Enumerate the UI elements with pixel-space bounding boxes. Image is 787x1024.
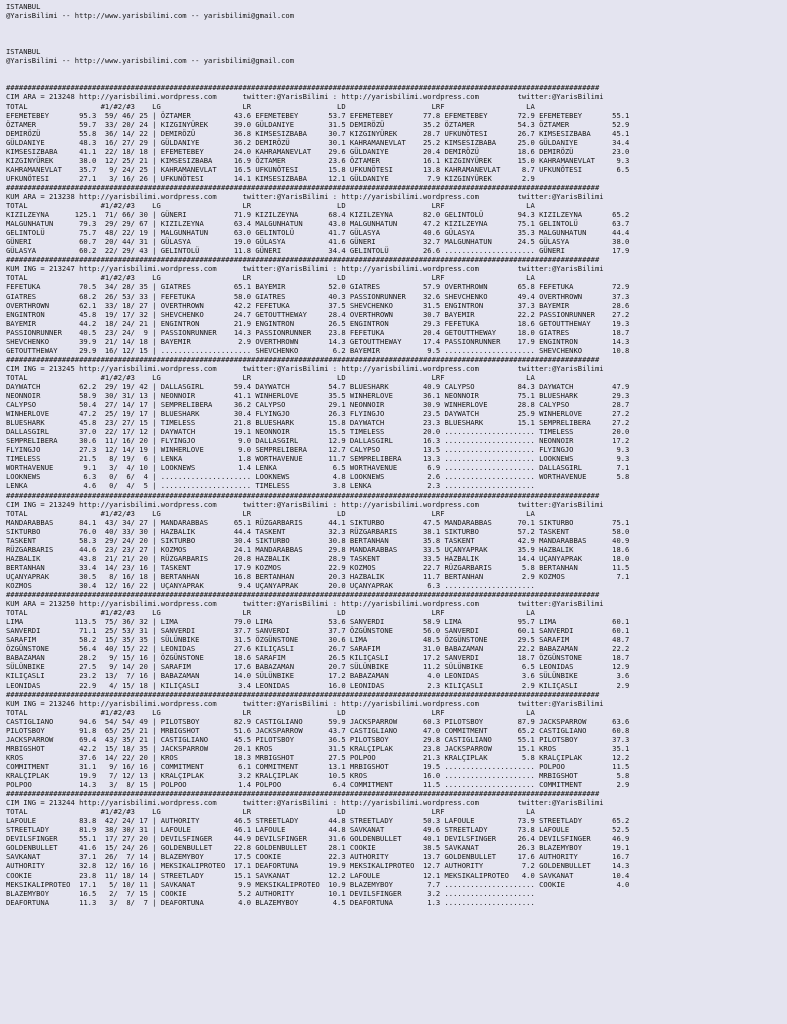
table-row: BLUESHARK 45.8 23/ 27/ 15 | TIMELESS 21.8 BLUESHARK 15.8 DAYWATCH 23.3 BLUESHARK 15.1 SEMPRELIBERA 27.2: [6, 418, 630, 428]
table-row: GÜLASYA 60.2 22/ 29/ 43 | GELINTOLÜ 11.8 GÜNERI 34.4 GELINTOLÜ 26.6 ..................... GÜNERI 17.9: [6, 246, 630, 256]
section-divider: ##########################################################################################################################################: [6, 789, 600, 799]
table-row: BERTANHAN 33.4 14/ 23/ 16 | TASKENT 17.9 KOZMOS 22.9 KOZMOS 22.7 RÜZGARBARIS 5.8 BERTANHAN 11.5: [6, 562, 630, 572]
table-row: KIZILZEYNA 125.1 71/ 66/ 30 | GÜNERI 71.9 KIZILZEYNA 68.4 KIZILZEYNA 82.0 GELINTOLÜ 94.3 KIZILZEYNA 65.2: [6, 210, 630, 220]
table-row: UFKUNÖTESI 27.1 3/ 16/ 26 | UFKUNÖTESI 14.1 KIMSESIZBABA 12.1 GÜLDANIYE 7.9 KIZGINYÜREK 2.9: [6, 173, 535, 183]
table-row: CALYPSO 50.4 27/ 14/ 17 | SEMPRELIBERA 36.2 CALYPSO 29.1 NEONNOIR 30.9 WINHERLOVE 28.8 CALYPSO 28.7: [6, 400, 630, 410]
race-report-document: [6, 2, 786, 907]
table-row: PILOTSBOY 91.8 65/ 25/ 21 | MRBIGSHOT 51.6 JACKSPARROW 43.7 CASTIGLIANO 47.0 COMMITMENT 65.2 CASTIGLIANO 60.8: [6, 725, 630, 735]
table-row: WINHERLOVE 47.2 25/ 19/ 17 | BLUESHARK 30.4 FLYINGJO 26.3 FLYINGJO 23.5 DAYWATCH 25.9 WINHERLOVE 27.2: [6, 409, 630, 419]
race-header: CIM ING = 213245 http://yarisbilimi.wordpress.com twitter:@YarisBilimi : http://yarisbilimi.wordpress.com twitter:@YarisBilimi: [6, 363, 604, 373]
table-row: ÖZGÜNSTONE 56.4 40/ 15/ 22 | LEONIDAS 27.6 KILIÇASLI 26.7 SARAFIM 31.0 BABAZAMAN 22.2 BABAZAMAN 22.2: [6, 644, 630, 654]
column-header: TOTAL #1/#2/#3 LG LR LD LRF LA: [6, 372, 535, 382]
table-row: SEMPRELIBERA 30.6 11/ 16/ 20 | FLYINGJO 9.0 DALLASGIRL 12.9 DALLASGIRL 16.3 ..................... NEONNOIR 17.2: [6, 436, 630, 446]
race-header: CIM ING = 213249 http://yarisbilimi.wordpress.com twitter:@YarisBilimi : http://yarisbilimi.wordpress.com twitter:@YarisBilimi: [6, 499, 604, 509]
table-row: SAVKANAT 37.1 26/ 7/ 14 | BLAZEMYBOY 17.5 COOKIE 22.3 AUTHORITY 13.7 GOLDENBULLET 17.6 AUTHORITY 16.7: [6, 852, 630, 862]
race-header: KUM ING = 213246 http://yarisbilimi.wordpress.com twitter:@YarisBilimi : http://yarisbilimi.wordpress.com twitter:@YarisBilimi: [6, 698, 604, 708]
table-row: JACKSPARROW 69.4 43/ 35/ 21 | CASTIGLIANO 45.5 PILOTSBOY 36.5 PILOTSBOY 29.8 CASTIGLIANO 55.1 PILOTSBOY 37.3: [6, 734, 630, 744]
table-row: LEONIDAS 22.9 4/ 15/ 18 | KILIÇASLI 3.4 LEONIDAS 16.0 LEONIDAS 2.3 KILIÇASLI 2.9 KILIÇASLI 2.9: [6, 680, 630, 690]
table-row: BABAZAMAN 28.2 9/ 15/ 16 | ÖZGÜNSTONE 18.6 SARAFIM 26.5 KILIÇASLI 17.2 SANVERDI 18.7 ÖZGÜNSTONE 18.7: [6, 653, 630, 663]
table-row: DALLASGIRL 37.0 22/ 17/ 12 | DAYWATCH 19.1 NEONNOIR 15.5 TIMELESS 20.0 ..................... TIMELESS 20.0: [6, 427, 630, 437]
table-row: DAYWATCH 62.2 29/ 19/ 42 | DALLASGIRL 59.4 DAYWATCH 54.7 BLUESHARK 40.9 CALYPSO 84.3 DAYWATCH 47.9: [6, 381, 630, 391]
race-header: KUM ARA = 213250 http://yarisbilimi.wordpress.com twitter:@YarisBilimi : http://yarisbilimi.wordpress.com twitter:@YarisBilimi: [6, 599, 604, 609]
section-divider: ##########################################################################################################################################: [6, 689, 600, 699]
section-divider: ##########################################################################################################################################: [6, 354, 600, 364]
city-title: ISTANBUL: [6, 2, 41, 11]
table-row: TASKENT 58.3 29/ 24/ 20 | SIKTURBO 30.4 SIKTURBO 30.8 BERTANHAN 35.8 TASKENT 42.9 MANDARABBAS 40.9: [6, 535, 630, 545]
table-row: OVERTHROWN 62.1 33/ 18/ 27 | OVERTHROWN 42.2 FEFETUKA 37.5 SHEVCHENKO 31.5 ENGINTRON 37.3 BAYEMIR 28.6: [6, 300, 630, 310]
table-row: ENGINTRON 45.8 19/ 17/ 32 | SHEVCHENKO 24.7 GETOUTTHEWAY 28.4 OVERTHROWN 30.7 BAYEMIR 22.2 PASSIONRUNNER 27.2: [6, 309, 630, 319]
table-row: FLYINGJO 27.3 12/ 14/ 19 | WINHERLOVE 9.0 SEMPRELIBERA 12.7 CALYPSO 13.5 ..................... FLYINGJO 9.3: [6, 445, 630, 455]
table-row: KOZMOS 30.4 12/ 16/ 22 | UÇANYAPRAK 9.4 UÇANYAPRAK 20.0 UÇANYAPRAK 6.3 .....................: [6, 581, 535, 590]
table-row: HAZBALIK 43.8 21/ 21/ 20 | RÜZGARBARIS 20.8 HAZBALIK 28.9 TASKENT 33.5 HAZBALIK 14.4 UÇANYAPRAK 18.0: [6, 553, 630, 563]
blank-line: [6, 38, 786, 47]
table-row: LAFOULE 83.8 42/ 24/ 17 | AUTHORITY 46.5 STREETLADY 44.8 STREETLADY 50.3 LAFOULE 73.9 STREETLADY 65.2: [6, 816, 630, 826]
table-row: RÜZGARBARIS 44.6 23/ 23/ 27 | KOZMOS 24.1 MANDARABBAS 29.8 MANDARABBAS 33.5 UÇANYAPRAK 35.9 HAZBALIK 18.6: [6, 544, 630, 554]
table-row: GIATRES 68.2 26/ 53/ 33 | FEFETUKA 58.0 GIATRES 40.3 PASSIONRUNNER 32.6 SHEVCHENKO 49.4 OVERTHROWN 37.3: [6, 291, 630, 301]
table-row: GELINTOLÜ 75.7 48/ 22/ 19 | MALGUNHATUN 63.0 GELINTOLÜ 41.7 GÜLASYA 40.6 GÜLASYA 35.3 MALGUNHATUN 44.4: [6, 228, 630, 238]
section-divider: ##########################################################################################################################################: [6, 490, 600, 500]
race-header: CIM ARA = 213248 http://yarisbilimi.wordpress.com twitter:@YarisBilimi : http://yarisbilimi.wordpress.com twitter:@YarisBilimi: [6, 92, 604, 102]
table-row: FEFETUKA 70.5 34/ 28/ 35 | GIATRES 65.1 BAYEMIR 52.0 GIATRES 57.9 OVERTHROWN 65.8 FEFETUKA 72.9: [6, 282, 630, 292]
table-row: LOOKNEWS 6.3 0/ 6/ 4 | ..................... LOOKNEWS 4.8 LOOKNEWS 2.6 ..................... WORTHAVENUE 5.8: [6, 472, 630, 482]
table-row: EFEMETEBEY 95.3 59/ 46/ 25 | ÖZTAMER 43.6 EFEMETEBEY 53.7 EFEMETEBEY 77.8 EFEMETEBEY 72.9 EFEMETEBEY 55.1: [6, 110, 630, 120]
section-divider: ##########################################################################################################################################: [6, 590, 600, 600]
section-divider: ##########################################################################################################################################: [6, 255, 600, 265]
city-title: ISTANBUL: [6, 47, 41, 57]
table-row: PASSIONRUNNER 40.5 23/ 24/ 9 | PASSIONRUNNER 14.3 PASSIONRUNNER 23.8 FEFETUKA 20.4 GETOUTTHEWAY 18.0 GIATRES 18.7: [6, 327, 630, 337]
table-row: SIKTURBO 76.0 40/ 33/ 30 | HAZBALIK 44.4 TASKENT 32.3 RÜZGARBARIS 38.1 SIKTURBO 57.2 TASKENT 58.0: [6, 526, 630, 536]
race-header: KUM ARA = 213238 http://yarisbilimi.wordpress.com twitter:@YarisBilimi : http://yarisbilimi.wordpress.com twitter:@YarisBilimi: [6, 191, 604, 201]
column-header: TOTAL #1/#2/#3 LG LR LD LRF LA: [6, 707, 535, 717]
column-header: TOTAL #1/#2/#3 LG LR LD LRF LA: [6, 508, 535, 518]
table-row: SHEVCHENKO 39.9 21/ 14/ 18 | BAYEMIR 2.9 OVERTHROWN 14.3 GETOUTTHEWAY 17.4 PASSIONRUNNER 17.9 ENGINTRON 14.3: [6, 336, 630, 346]
table-row: GÜNERI 60.7 20/ 44/ 31 | GÜLASYA 19.0 GÜLASYA 41.6 GÜNERI 32.7 MALGUNHATUN 24.5 GÜLASYA 38.0: [6, 237, 630, 247]
contact-line: @YarisBilimi -- http://www.yarisbilimi.com -- yarisbilimi@gmail.com: [6, 11, 295, 21]
blank-line: [6, 74, 786, 83]
contact-line: @YarisBilimi -- http://www.yarisbilimi.com -- yarisbilimi@gmail.com: [6, 56, 295, 66]
table-row: MRBIGSHOT 42.2 15/ 18/ 35 | JACKSPARROW 20.1 KROS 31.5 KRALÇIPLAK 23.8 JACKSPARROW 15.1 KROS 35.1: [6, 743, 630, 753]
table-row: WORTHAVENUE 9.1 3/ 4/ 10 | LOOKNEWS 1.4 LENKA 6.5 WORTHAVENUE 6.9 ..................... DALLASGIRL 7.1: [6, 463, 630, 473]
table-row: DEMIRÖZÜ 55.8 36/ 14/ 22 | DEMIRÖZÜ 36.8 KIMSESIZBABA 30.7 KIZGINYÜREK 28.7 UFKUNÖTESI 26.7 KIMSESIZBABA 45.1: [6, 128, 630, 138]
table-row: SÜLÜNBIKE 27.5 9/ 14/ 20 | SARAFIM 17.6 BABAZAMAN 20.7 SÜLÜNBIKE 11.2 SÜLÜNBIKE 6.5 LEONIDAS 12.9: [6, 662, 630, 672]
column-header: TOTAL #1/#2/#3 LG LR LD LRF LA: [6, 273, 535, 283]
table-row: BAYEMIR 44.2 18/ 24/ 21 | ENGINTRON 21.9 ENGINTRON 26.5 ENGINTRON 29.3 FEFETUKA 18.6 GETOUTTHEWAY 19.3: [6, 318, 630, 328]
table-row: DEAFORTUNA 11.3 3/ 8/ 7 | DEAFORTUNA 4.0 BLAZEMYBOY 4.5 DEAFORTUNA 1.3 .....................: [6, 897, 535, 907]
table-row: COOKIE 23.8 11/ 18/ 14 | STREETLADY 15.1 SAVKANAT 12.2 LAFOULE 12.1 MEKSIKALIPROTEO 4.0 SAVKANAT 10.4: [6, 870, 630, 880]
table-row: POLPOO 14.3 3/ 8/ 15 | POLPOO 1.4 POLPOO 6.4 COMMITMENT 11.5 ..................... COMMITMENT 2.9: [6, 780, 630, 790]
column-header: TOTAL #1/#2/#3 LG LR LD LRF LA: [6, 101, 535, 111]
table-row: KIZGINYÜREK 38.0 12/ 25/ 21 | KIMSESIZBABA 16.9 ÖZTAMER 23.6 ÖZTAMER 16.1 KIZGINYÜREK 15.0 KAHRAMANEVLAT 9.3: [6, 155, 630, 165]
table-row: STREETLADY 81.9 38/ 30/ 31 | LAFOULE 46.1 LAFOULE 44.8 SAVKANAT 49.6 STREETLADY 73.8 LAFOULE 52.5: [6, 825, 630, 835]
blank-line: [6, 20, 786, 29]
table-row: ÖZTAMER 59.7 33/ 20/ 24 | KIZGINYÜREK 39.0 GÜLDANIYE 31.5 DEMIRÖZÜ 35.2 ÖZTAMER 54.3 ÖZTAMER 52.9: [6, 119, 630, 129]
table-row: COMMITMENT 31.1 9/ 16/ 16 | COMMITMENT 6.1 COMMITMENT 13.1 MRBIGSHOT 19.5 ..................... POLPOO 11.5: [6, 761, 630, 771]
table-row: SANVERDI 71.1 25/ 53/ 31 | SANVERDI 37.7 SANVERDI 37.7 ÖZGÜNSTONE 56.0 SANVERDI 60.1 SANVERDI 60.1: [6, 626, 630, 636]
table-row: BLAZEMYBOY 16.5 2/ 7/ 15 | COOKIE 5.2 AUTHORITY 10.1 DEVILSFINGER 3.2 .....................: [6, 888, 535, 898]
race-header: KUM ING = 213247 http://yarisbilimi.wordpress.com twitter:@YarisBilimi : http://yarisbilimi.wordpress.com twitter:@YarisBilimi: [6, 264, 604, 274]
table-row: MEKSIKALIPROTEO 17.1 5/ 10/ 11 | SAVKANAT 9.9 MEKSIKALIPROTEO 10.9 BLAZEMYBOY 7.7 ..................... COOKIE 4.0: [6, 879, 630, 889]
table-row: TIMELESS 21.5 8/ 19/ 6 | LENKA 1.8 WORTHAVENUE 11.7 SEMPRELIBERA 13.3 ..................... LOOKNEWS 9.3: [6, 454, 630, 464]
table-row: MANDARABBAS 84.1 43/ 34/ 27 | MANDARABBAS 65.1 RÜZGARBARIS 44.1 SIKTURBO 47.5 MANDARABBAS 70.1 SIKTURBO 75.1: [6, 517, 630, 527]
table-row: KIMSESIZBABA 41.1 22/ 18/ 18 | EFEMETEBEY 24.0 KAHRAMANEVLAT 29.6 GÜLDANIYE 20.4 DEMIRÖZÜ 18.6 DEMIRÖZÜ 23.0: [6, 146, 630, 156]
column-header: TOTAL #1/#2/#3 LG LR LD LRF LA: [6, 807, 535, 817]
table-row: LENKA 4.6 0/ 4/ 5 | ..................... TIMELESS 3.8 LENKA 2.3 .....................: [6, 481, 535, 491]
table-row: KRALÇIPLAK 19.9 7/ 12/ 13 | KRALÇIPLAK 3.2 KRALÇIPLAK 10.5 KROS 16.0 ..................... MRBIGSHOT 5.8: [6, 770, 630, 780]
table-row: KROS 37.6 14/ 22/ 20 | KROS 18.3 MRBIGSHOT 27.5 POLPOO 21.3 KRALÇIPLAK 5.8 KRALÇIPLAK 12.2: [6, 752, 630, 762]
table-row: CASTIGLIANO 94.6 54/ 54/ 49 | PILOTSBOY 82.9 CASTIGLIANO 59.9 JACKSPARROW 60.3 PILOTSBOY 87.9 JACKSPARROW 63.6: [6, 716, 630, 726]
table-row: MALGUNHATUN 79.3 29/ 29/ 67 | KIZILZEYNA 63.4 MALGUNHATUN 43.0 MALGUNHATUN 47.2 KIZILZEYNA 75.1 GELINTOLÜ 63.7: [6, 219, 630, 229]
blank-line: [6, 65, 786, 74]
blank-line: [6, 29, 786, 38]
table-row: AUTHORITY 32.8 12/ 16/ 16 | MEKSIKALIPROTEO 17.1 DEAFORTUNA 19.9 MEKSIKALIPROTEO 12.7 AUTHORITY 7.2 GOLDENBULLET 14.3: [6, 861, 630, 871]
table-row: KAHRAMANEVLAT 35.7 9/ 24/ 25 | KAHRAMANEVLAT 16.5 UFKUNÖTESI 15.8 UFKUNÖTESI 13.8 KAHRAMANEVLAT 8.7 UFKUNÖTESI 6.5: [6, 164, 630, 174]
table-row: GOLDENBULLET 41.6 15/ 24/ 26 | GOLDENBULLET 22.8 GOLDENBULLET 28.1 COOKIE 38.5 SAVKANAT 26.3 BLAZEMYBOY 19.1: [6, 843, 630, 853]
table-row: SARAFIM 58.2 15/ 35/ 35 | SÜLÜNBIKE 31.5 ÖZGÜNSTONE 30.6 LIMA 48.5 ÖZGÜNSTONE 29.5 SARAFIM 48.7: [6, 635, 630, 645]
table-row: NEONNOIR 58.9 30/ 31/ 13 | NEONNOIR 41.1 WINHERLOVE 35.5 WINHERLOVE 36.1 NEONNOIR 75.1 BLUESHARK 29.3: [6, 391, 630, 401]
race-header: CIM ING = 213244 http://yarisbilimi.wordpress.com twitter:@YarisBilimi : http://yarisbilimi.wordpress.com twitter:@YarisBilimi: [6, 798, 604, 808]
table-row: GETOUTTHEWAY 29.9 16/ 12/ 15 | ..................... SHEVCHENKO 6.2 BAYEMIR 9.5 ..................... SHEVCHENKO 10.8: [6, 345, 630, 355]
column-header: TOTAL #1/#2/#3 LG LR LD LRF LA: [6, 608, 535, 618]
table-row: GÜLDANIYE 48.3 16/ 27/ 29 | GÜLDANIYE 36.2 DEMIRÖZÜ 30.1 KAHRAMANEVLAT 25.2 KIMSESIZBABA 25.0 GÜLDANIYE 34.4: [6, 137, 630, 147]
table-row: LIMA 113.5 75/ 36/ 32 | LIMA 79.0 LIMA 53.6 SANVERDI 58.9 LIMA 95.7 LIMA 60.1: [6, 617, 630, 627]
table-row: DEVILSFINGER 55.1 17/ 27/ 20 | DEVILSFINGER 44.9 DEVILSFINGER 31.6 GOLDENBULLET 40.1 DEVILSFINGER 26.4 DEVILSFINGER 46.9: [6, 834, 630, 844]
table-row: KILIÇASLI 23.2 13/ 7/ 16 | BABAZAMAN 14.0 SÜLÜNBIKE 17.2 BABAZAMAN 4.0 LEONIDAS 3.6 SÜLÜNBIKE 3.6: [6, 671, 630, 681]
table-row: UÇANYAPRAK 30.5 8/ 16/ 18 | BERTANHAN 16.8 BERTANHAN 20.3 HAZBALIK 11.7 BERTANHAN 2.9 KOZMOS 7.1: [6, 571, 630, 581]
section-divider: ##########################################################################################################################################: [6, 83, 600, 93]
column-header: TOTAL #1/#2/#3 LG LR LD LRF LA: [6, 201, 535, 211]
section-divider: ##########################################################################################################################################: [6, 182, 600, 192]
